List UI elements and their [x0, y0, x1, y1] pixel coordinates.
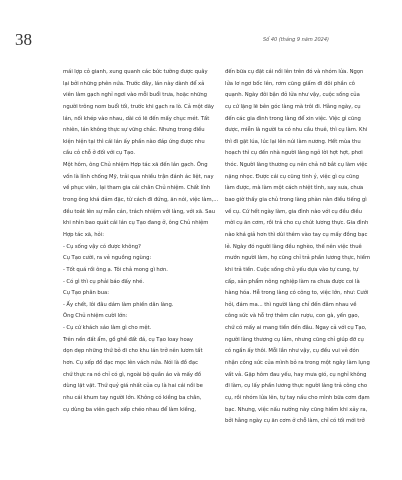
text-line: cụ, rồi nhóm lửa lên, tự tay nấu cho mình bữa cơm đạm	[225, 394, 370, 401]
text-line: hoạch thì cụ đến nhà người làng ngỏ lời hợt hợt, phơi	[225, 150, 363, 157]
text-line: đến các gia đình trong làng để xin việc. Việc gì cũng	[225, 115, 361, 122]
text-line: hàng hóa. Hễ trong làng có công to, việc lớn, như: Cưới	[225, 290, 369, 297]
text-line: mời cụ ăn cơm, rồi trả cho cụ chút lương thực. Gia đình	[225, 220, 369, 227]
text-line: mướn người làm, họ cũng chỉ trả phần lương thực, hiếm	[225, 255, 371, 262]
issue-label: Số 40 (tháng 9 năm 2024)	[263, 37, 329, 43]
text-line: Trên nền đất ẩm, gồ ghề đất đá, cụ Tạo loay hoay	[63, 336, 193, 343]
text-line: lửa lơ ngơ bốc lên, rơm cũng giấm đi đôi phần cô	[225, 80, 355, 87]
text-line: hơn. Cụ xếp đồ đạc mọc lên vách nứa. Nói là đồ đạc	[63, 360, 198, 367]
text-line: bao giờ thấy gia chủ trong làng phàn nàn điều tiếng gì	[225, 197, 367, 204]
text-line: lán, nối khép vào nhau, dài có lẽ đến mấy chục mét. Tất	[63, 115, 210, 122]
text-line: nhận công sức của mình bỏ ra trong một ngày làm lụng	[225, 360, 370, 367]
text-line: lại bởi những phên nứa. Trước đây, lán này dành để xả	[63, 80, 205, 87]
text-line: trong ông khá đảm đặc, từ cách đi đứng, ăn nói, việc làm,...	[63, 197, 219, 204]
text-line: lẻ. Ngày đó người làng đều nghèo, thế nên việc thuê	[225, 243, 362, 250]
text-line: vốn là lính chống Mỹ, trải qua nhiều trận đánh ác liệt, nay	[63, 173, 214, 180]
text-line: đi làm, cụ lấy phần lương thực người làng trả công cho	[225, 383, 368, 390]
text-line: bạc. Nhưng, việc nấu nướng này cũng hiếm khi xảy ra,	[225, 406, 368, 413]
text-line: hỏi, đám ma... thì người làng chỉ đến đâm nhau về	[225, 301, 357, 308]
text-line: nào khá giả hơn thì dùi thêm vào tay cụ mấy đồng bạc	[225, 231, 368, 238]
text-line: thóc. Người làng thương cụ nên chả nỡ bắt cụ làm việc	[225, 162, 368, 169]
text-line: đến bữa cụ đặt cái nồi lên trên đó và nhóm lửa. Ngọn	[225, 69, 364, 75]
text-line: người làng thương cụ lắm, nhưng cũng chỉ giúp đỡ cụ	[225, 336, 364, 343]
text-line: kiện hiện tại thì cái lán ấy phần nào đáp ứng được nhu	[63, 138, 205, 145]
text-line: - Cụ sống vậy có được không?	[63, 243, 141, 250]
text-line: nhiên, lán không thực sự vững chắc. Nhưng trong điều	[63, 127, 205, 134]
text-line: về phục viên, lại tham gia cái chân Chủ nhiệm. Chất lính	[63, 185, 211, 192]
text-line: có ngần ấy thôi. Mỗi lần như vậy, cụ đều vui vẻ đón	[225, 348, 360, 355]
text-line: đều toát lên sự mẫn cán, trách nhiệm với làng, với xã. Sau	[63, 208, 216, 215]
text-line: làm được, mà làm một cách nhiệt tình, say sưa, chưa	[225, 185, 364, 192]
text-line: chứ có mấy ai mang tiền đến đâu. Ngay cả với cụ Tạo,	[225, 325, 367, 332]
text-line: nặng nhọc. Được cái cụ cũng tinh ý, việc gì cụ cũng	[225, 173, 359, 180]
text-line: người trông nom buổi tối, trước khi gạch ra lò. Cả một dãy	[63, 103, 215, 110]
text-line: cụ cứ lặng lẽ bên góc làng mà trôi đi. Hằng ngày, cụ	[225, 103, 361, 110]
page-number: 38	[15, 30, 32, 49]
article-column-right	[225, 67, 371, 428]
text-line: - Có gì thì cụ phải báo đấy nhé.	[63, 278, 145, 285]
text-line: công sức và hỗ trợ thêm cân rượu, con gà, yến gạo,	[225, 313, 360, 320]
text-line: Cụ Tạo cười, ra vẻ nguồng ngùng:	[63, 255, 152, 262]
text-line: Ông Chủ nhiệm cười lớn:	[63, 313, 128, 320]
text-line: về cụ. Cứ hết ngày làm, gia đình nào với cụ đều điều	[225, 208, 362, 215]
text-line: quạnh. Ngày đôi bận đỏ lửa như vậy, cuộc sống của	[225, 92, 360, 99]
text-line: Hợp tác xã, hỏi:	[63, 231, 104, 238]
text-line: - Cụ cứ khách sáo làm gì cho mệt.	[63, 325, 152, 332]
text-line: cấp, sản phẩm nông nghiệp làm ra chưa được coi là	[225, 278, 360, 285]
text-line: bởi hằng ngày cụ ăn cơm ở chỗ làm, chỉ có tối mới trở	[225, 418, 365, 425]
text-line: khi trả tiền. Cuộc sống chủ yếu dựa vào tự cung, tự	[225, 266, 359, 273]
text-line: vất vả. Gặp hôm đau yếu, hay mưa gió, cụ nghỉ không	[225, 371, 367, 378]
text-line: Cụ Tạo phân bua:	[63, 290, 110, 297]
text-line: dọn dẹp những thứ bỏ đi cho khu lán trở nên lươm tất	[63, 348, 203, 355]
text-line: nhu cái khum tay người lớn. Không có kiềng ba chân,	[63, 394, 202, 401]
text-line: thì đi gặt lúa, lúc lại lên núi làm nương. Hết mùa thu	[225, 138, 361, 145]
text-line: viên làm gạch nghỉ ngơi vào mỗi buổi trưa, hoặc những	[63, 92, 208, 99]
text-line: cầu cỏ chỗ ở đối với cụ Tạo.	[63, 150, 136, 157]
text-line: - Ấy chết, lôi đâu dám làm phiền dân làng.	[63, 301, 174, 308]
text-line: dùng lặt vặt. Thứ quý giá nhất của cụ là hai cái nồi be	[63, 383, 203, 390]
text-line: cụ dùng ba viên gạch xếp chéo nhau để làm kiềng,	[63, 406, 197, 413]
text-line: Một hôm, ông Chủ nhiệm Hợp tác xã đến lán gạch. Ông	[63, 162, 208, 169]
article-column-left	[63, 67, 219, 416]
text-line: mái lợp cỏ gianh, xung quanh các bức tường được quây	[63, 69, 208, 75]
text-line: khi nhìn bao quát cái lán cụ Tạo đang ở, ông Chủ nhiệm	[63, 220, 209, 227]
text-line: - Tốt quá rồi ông ạ. Tôi chả mong gì hơn.	[63, 266, 168, 273]
text-line: chứ thực ra nó chỉ có gì, ngoài bộ quần áo và mấy đồ	[63, 371, 202, 378]
text-line: được, miễn là người ta có nhu cầu thuê, thì cụ làm. Khi	[225, 127, 368, 134]
